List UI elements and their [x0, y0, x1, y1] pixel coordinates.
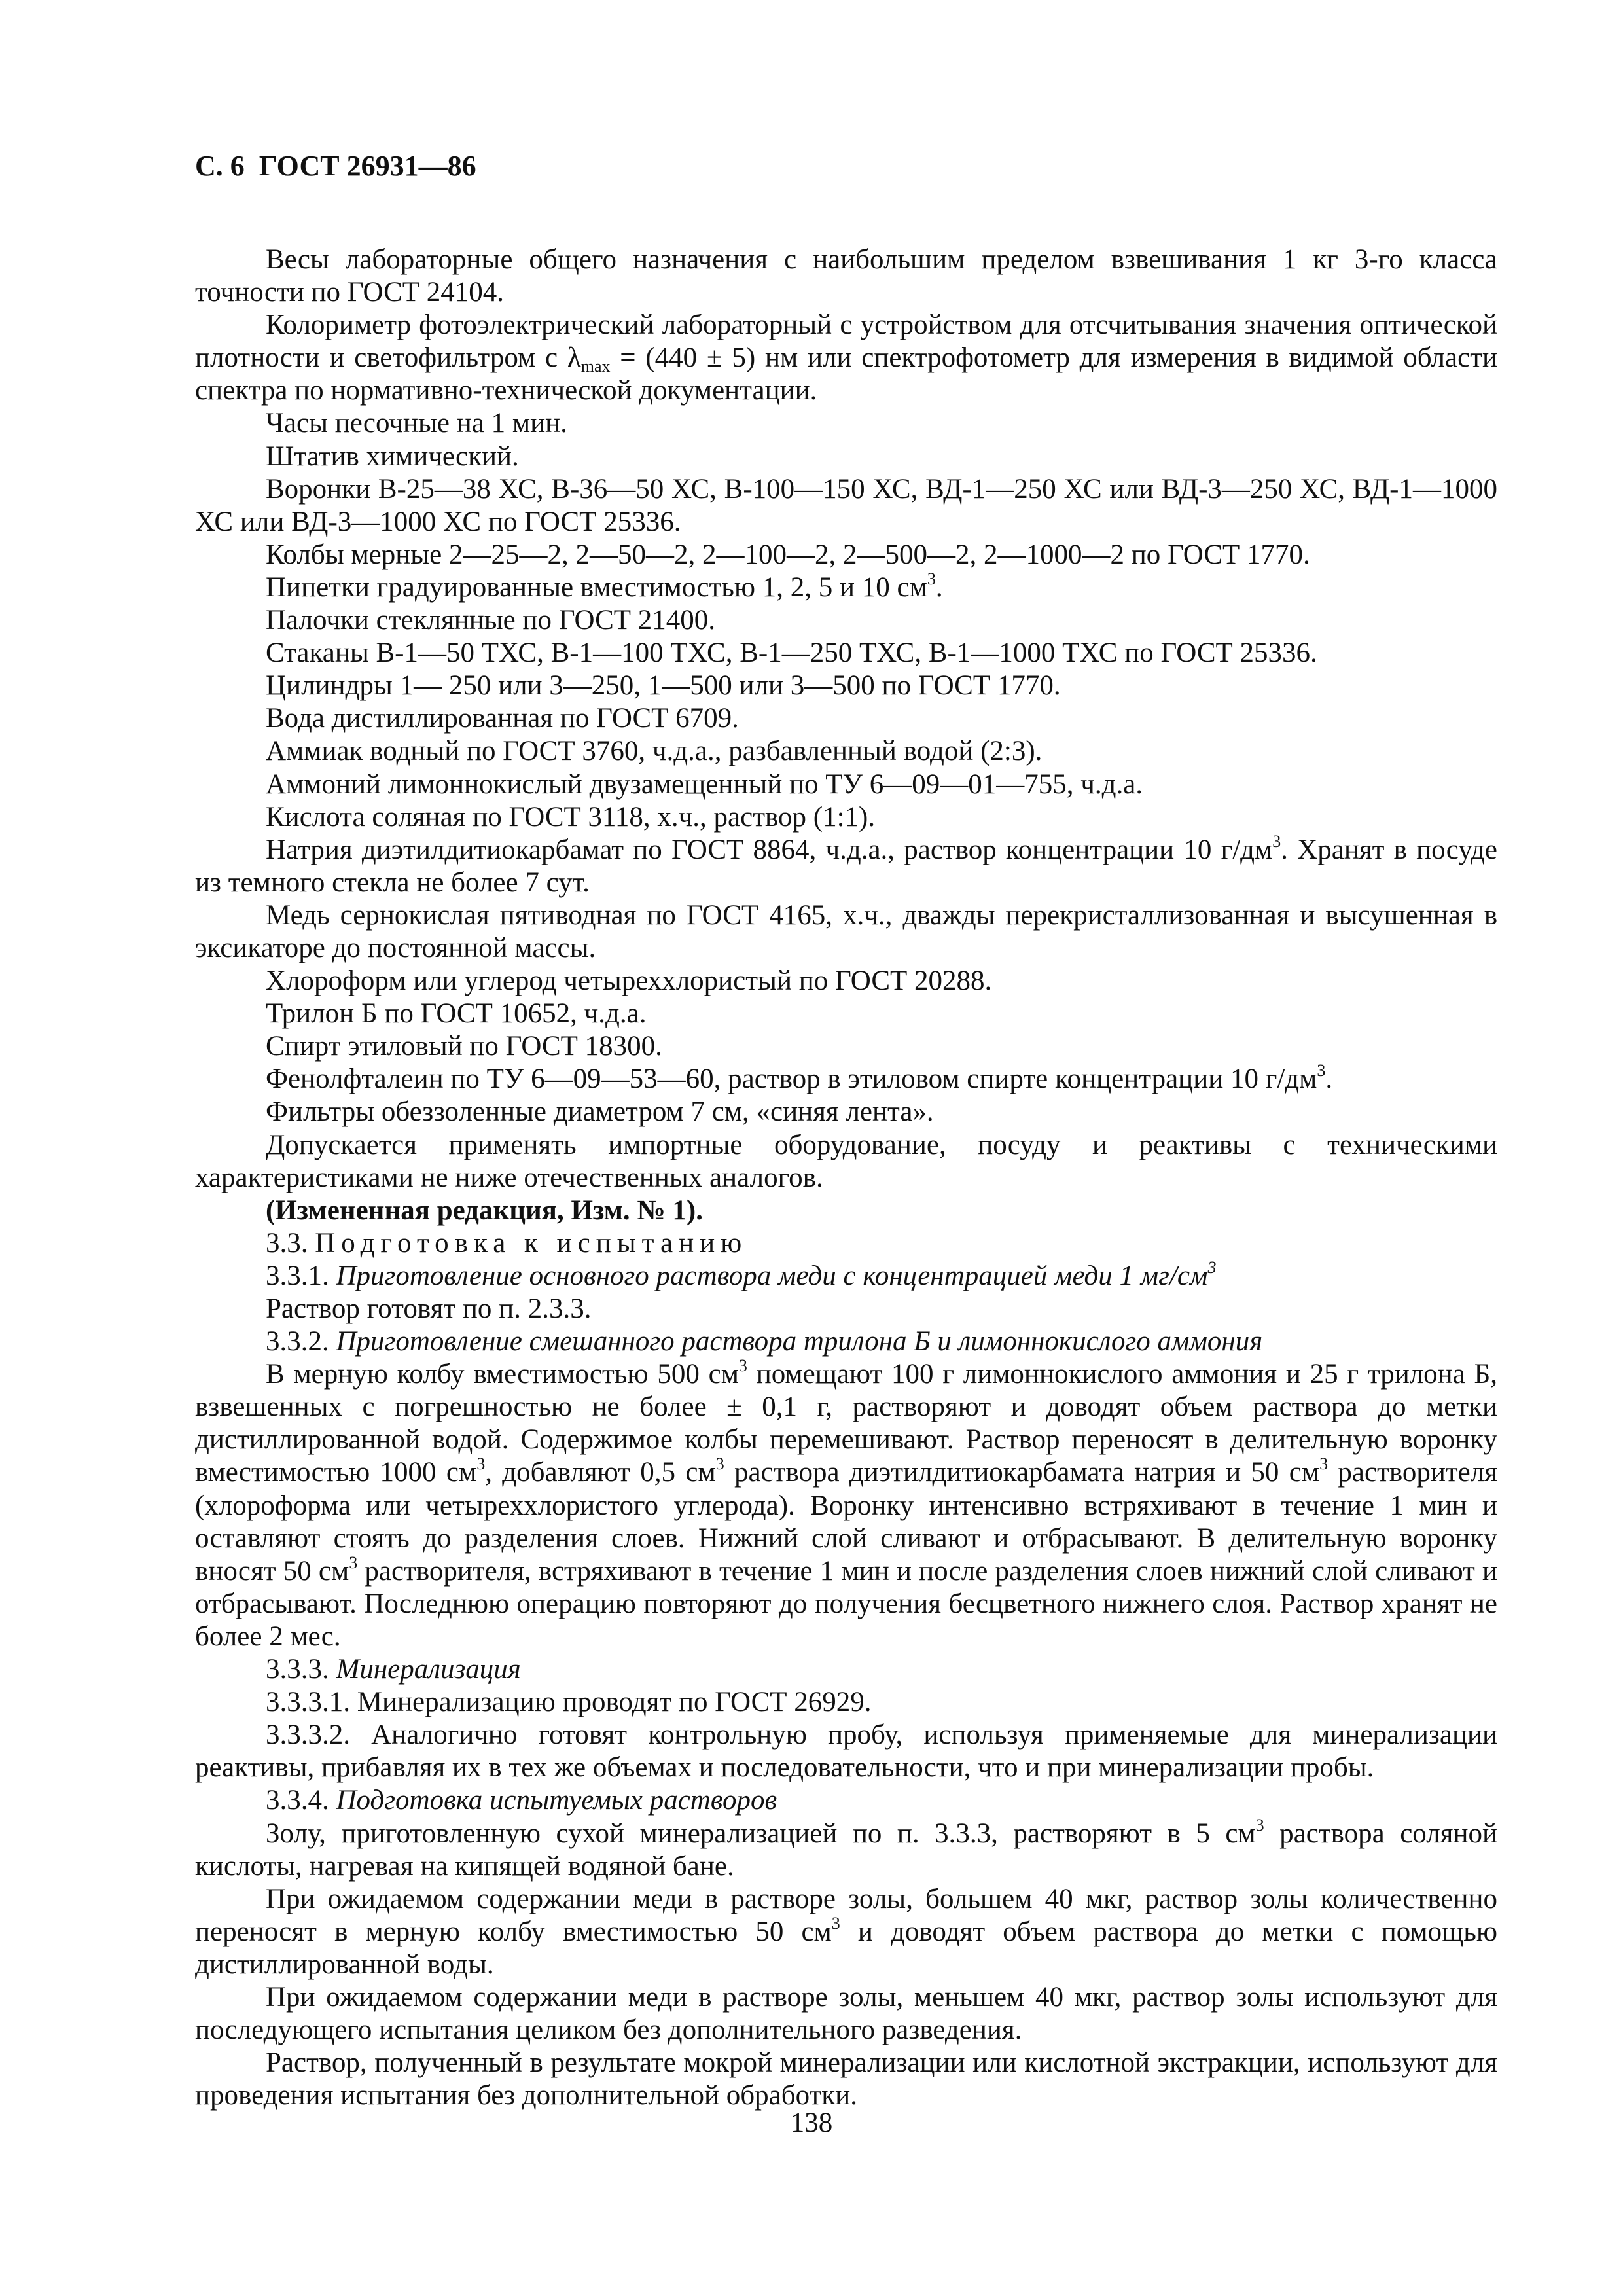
paragraph-chloroform: Хлороформ или углерод четыреххлористый по ГОСТ 20288. [266, 965, 992, 997]
paragraph-phenolphthalein: Фенолфталеин по ТУ 6—09—53—60, раствор в этиловом спирте концентрации 10 $г/дм^3$. [266, 1061, 1333, 1095]
section-title: Приготовление основного раствора меди с концентрацией меди 1 мг/см [336, 1260, 1208, 1291]
superscript: 3 [831, 1913, 840, 1933]
paragraph-hydrochloric-acid: Кислота соляная по ГОСТ 3118, х.ч., раствор (1:1). [266, 801, 876, 833]
paragraph-trilon: Трилон Б по ГОСТ 10652, ч.д.а. [266, 998, 647, 1030]
running-header [195, 152, 1497, 181]
paragraph-water: Вода дистиллированная по ГОСТ 6709. [266, 703, 739, 734]
superscript: 3 [927, 569, 936, 588]
superscript: 3 [715, 1454, 724, 1474]
paragraph-mixed-solution: В мерную колбу вместимостью 500 $см^3$ помещают 100 г лимоннокислого аммония и 25 г трилона Б, взвешенных с погрешностью не более ± 0,1 г, растворяют и доводят объем раствора до метки дистиллированной водой. Содержимое колбы перемешивают. Раствор переносят в делительную воронку вместимостью 1000 $см^3$, добавляют 0,5 $см^3$ раствора диэтилдитиокарбамата натрия и 50 $см^3$ растворителя (хлороформа или четыреххлористого углерода). Воронку интенсивно встряхивают в течение 1 мин и оставляют стоять до разделения слоев. Нижний слой сливают и отбрасывают. В делительную воронку вносят 50 $см^3$ растворителя, встряхивают в течение 1 мин и после разделения слоев нижний слой сливают и отбрасывают. Последнюю операцию повторяют до получения бесцветного нижнего слоя. Раствор хранят не более 2 мес. [195, 1356, 1497, 1652]
standard-designation: ГОСТ 26931—86 [259, 150, 476, 182]
paragraph-pipettes: Пипетки градуированные вместимостью 1, 2, 5 и 10 $см^3$. [266, 569, 943, 603]
paragraph-filters: Фильтры обеззоленные диаметром 7 см, «синяя лента». [266, 1096, 934, 1128]
paragraph-ethanol: Спирт этиловый по ГОСТ 18300. [266, 1031, 662, 1062]
superscript: 3 [349, 1552, 358, 1572]
paragraph-flasks: Колбы мерные 2—25—2, 2—50—2, 2—100—2, 2—500—2, 2—1000—2 по ГОСТ 1770. [266, 539, 1310, 570]
superscript: 3 [1207, 1257, 1217, 1277]
superscript: 3 [1319, 1454, 1329, 1474]
subscript: max [580, 357, 611, 376]
paragraph-ash-dissolving: Золу, приготовленную сухой минерализацией по п. 3.3.3, растворяют в 5 $см^3$ раствора соляной кислоты, нагревая на кипящей водяной бане. [195, 1815, 1497, 1882]
paragraph-funnels: Воронки В-25—38 ХС, В-36—50 ХС, В-100—150 ХС, ВД-1—250 ХС или ВД-3—250 ХС, ВД-1—1000 ХС или ВД-3—1000 ХС по ГОСТ 25336. [195, 473, 1497, 537]
paragraph-wet-mineralization: Раствор, полученный в результате мокрой минерализации или кислотной экстракции, используют для проведения испытания без дополнительной обработки. [195, 2047, 1497, 2111]
paragraph-copper-solution-ref: Раствор готовят по п. 2.3.3. [266, 1293, 592, 1324]
page-label: С. 6 [195, 150, 245, 182]
superscript: 3 [1272, 831, 1281, 851]
section-title: Приготовление смешанного раствора трилона Б и лимоннокислого аммония [336, 1326, 1263, 1357]
paragraph-copper-sulfate: Медь сернокислая пятиводная по ГОСТ 4165, х.ч., дважды перекристаллизованная и высушенная в эксикаторе до постоянной массы. [195, 899, 1497, 963]
section-title: Подготовка к испытанию [315, 1227, 748, 1259]
paragraph-cylinders: Цилиндры 1— 250 или 3—250, 1—500 или 3—500 по ГОСТ 1770. [266, 670, 1061, 702]
superscript: 3 [476, 1454, 486, 1474]
section-heading-3-3-1: 3.3.1. Приготовление основного раствора меди с концентрацией меди 1 $мг/см^3$ [266, 1257, 1217, 1291]
paragraph-mineralization-ref: 3.3.3.1. Минерализацию проводят по ГОСТ 26929. [266, 1687, 872, 1718]
section-heading-3-3-4: 3.3.4. Подготовка испытуемых растворов [266, 1785, 777, 1816]
paragraph-low-copper: При ожидаемом содержании меди в растворе золы, меньшем 40 мкг, раствор золы используют для последующего испытания целиком без дополнительного разведения. [195, 1981, 1497, 2046]
document-body [195, 243, 1497, 2112]
paragraph-hourglass: Часы песочные на 1 мин. [266, 408, 567, 439]
paragraph-high-copper: При ожидаемом содержании меди в растворе золы, большем 40 мкг, раствор золы количественно переносят в мерную колбу вместимостью 50 $см^3$ и доводят объем раствора до метки с помощью дистиллированной воды. [195, 1883, 1497, 1980]
superscript: 3 [1317, 1061, 1326, 1081]
paragraph-colorimeter: Колориметр фотоэлектрический лабораторный с устройством для отсчитывания значения оптической плотности и светофильтром с $\lambda_{max} = (440 \pm 5)$ нм или спектрофотометр для измерения в видимой области спектра по нормативно-технической документации. [195, 310, 1497, 406]
document-page [195, 152, 1497, 2112]
paragraph-beakers: Стаканы В-1—50 ТХС, В-1—100 ТХС, В-1—250 ТХС, В-1—1000 ТХС по ГОСТ 25336. [266, 637, 1317, 669]
paragraph-sodium-dtc: Натрия диэтилдитиокарбамат по ГОСТ 8864, ч.д.а., раствор концентрации 10 $г/дм^3$. Хранят в посуде из темного стекла не более 7 сут. [195, 831, 1497, 898]
superscript: 3 [1255, 1815, 1264, 1835]
paragraph-ammonium-citrate: Аммоний лимоннокислый двузамещенный по ТУ 6—09—01—755, ч.д.а. [266, 768, 1143, 800]
paragraph-control-sample: 3.3.3.2. Аналогично готовят контрольную пробу, используя применяемые для минерализации реактивы, прибавляя их в тех же объемах и последовательности, что и при минерализации пробы. [195, 1719, 1497, 1784]
superscript: 3 [738, 1356, 747, 1376]
paragraph-ammonia: Аммиак водный по ГОСТ 3760, ч.д.а., разбавленный водой (2:3). [266, 736, 1043, 767]
paragraph-scales: Весы лабораторные общего назначения с наибольшим пределом взвешивания 1 кг 3-го класса точности по ГОСТ 24104. [195, 244, 1497, 308]
amendment-note: (Измененная редакция, Изм. № 1). [266, 1194, 703, 1226]
section-heading-3-3-3: 3.3.3. Минерализация [266, 1654, 521, 1685]
page-number: 138 [790, 2108, 833, 2138]
section-heading-3-3-2: 3.3.2. Приготовление смешанного раствора трилона Б и лимоннокислого аммония [266, 1326, 1263, 1357]
section-heading-3-3: 3.3. Подготовка к испытанию [266, 1227, 748, 1259]
section-title: Минерализация [336, 1654, 521, 1685]
section-title: Подготовка испытуемых растворов [336, 1785, 777, 1816]
paragraph-imported-equipment: Допускается применять импортные оборудование, посуду и реактивы с техническими характеристиками не ниже отечественных аналогов. [195, 1129, 1497, 1193]
paragraph-stand: Штатив химический. [266, 440, 519, 472]
paragraph-glass-rods: Палочки стеклянные по ГОСТ 21400. [266, 605, 716, 636]
